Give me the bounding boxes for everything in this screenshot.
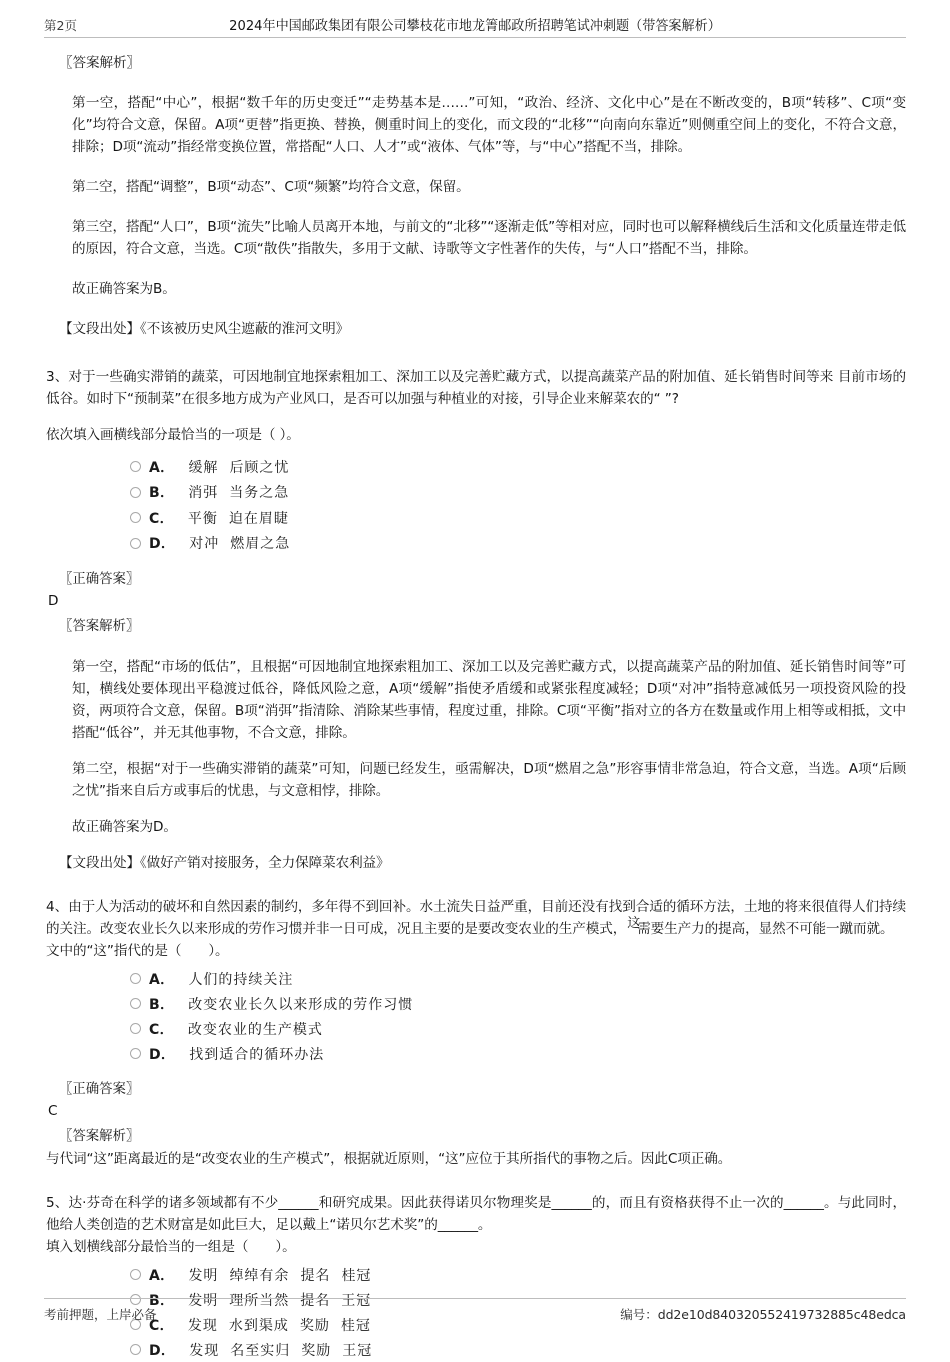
- option-row[interactable]: [130, 505, 906, 531]
- option-letter: C．: [149, 1317, 174, 1334]
- radio-button-icon[interactable]: [130, 461, 141, 472]
- question-4-options: [46, 966, 906, 1066]
- footer-code-value: dd2e10d840320552419732885c48edca: [657, 1307, 906, 1322]
- radio-button-icon[interactable]: [130, 538, 141, 549]
- q2-analysis-conclusion: 故正确答案为B。: [72, 281, 176, 298]
- option-text: 发现 名至实归 奖励 王冠: [189, 1342, 373, 1359]
- option-letter: A．: [149, 459, 175, 476]
- question-5-prompt: 填入划横线部分最恰当的一组是（ ）。: [46, 1239, 296, 1256]
- q3-analysis-label: 〖答案解析〗: [59, 619, 140, 635]
- q4-correct-answer-label: 〖正确答案〗: [59, 1082, 140, 1098]
- q2-analysis-para-3: 第三空，搭配“人口”，B项“流失”比喻人员离开本地，与前文的“北移”“逐渐走低”等相对应，同时也可以解释横线后生活和文化质量连带走低的原因，符合文意，当选。C项“散佚”指散失，多用于文献、诗歌等文字性著作的失传，与“人口”搭配不当，排除。: [72, 219, 906, 258]
- radio-button-icon[interactable]: [130, 1023, 141, 1034]
- question-4-stem-part2: 需要生产力的提高，显然不可能一蹴而就。: [637, 921, 894, 938]
- option-letter: A．: [149, 971, 175, 988]
- option-text: 对冲 燃眉之急: [189, 536, 291, 553]
- q3-source-text: 《做好产销对接服务，全力保障菜农利益》: [139, 855, 390, 872]
- option-letter: B．: [149, 996, 175, 1013]
- radio-button-icon[interactable]: [130, 998, 141, 1009]
- question-4-stem: [46, 896, 906, 940]
- option-letter: D．: [149, 1342, 176, 1359]
- q3-analysis-para-2: 第二空，根据“对于一些确实滞销的蔬菜”可知，问题已经发生，亟需解决，D项“燃眉之急”形容事情非常急迫，符合文意，当选。A项“后顾之忧”指来自后方或事后的忧患，与文意相悖，排除。: [72, 761, 906, 800]
- question-4-floating-glyph: 这: [627, 916, 641, 932]
- option-letter: B．: [149, 485, 175, 502]
- option-row[interactable]: [130, 1041, 906, 1066]
- option-row[interactable]: [130, 1016, 906, 1041]
- option-text: 找到适合的循环办法: [189, 1046, 325, 1063]
- option-letter: B．: [149, 1292, 175, 1309]
- radio-button-icon[interactable]: [130, 1269, 141, 1280]
- option-text: 人们的持续关注: [188, 971, 294, 988]
- q4-analysis-label: 〖答案解析〗: [59, 1129, 140, 1145]
- q3-correct-answer-label: 〖正确答案〗: [59, 572, 140, 588]
- q2-source: [46, 318, 906, 340]
- option-row[interactable]: [130, 1337, 906, 1362]
- option-row[interactable]: [130, 454, 906, 480]
- footer-slogan: 考前押题，上岸必备: [44, 1307, 157, 1322]
- option-letter: C．: [149, 1021, 174, 1038]
- question-4-stem-part1: 4、由于人为活动的破坏和自然因素的制约，多年得不到回补。水土流失日益严重，目前还没有找到合适的循环方法，土地的将来很值得人们持续的关注。改变农业长久以来形成的劳作习惯并非一日可成，况且主要的是要改变农业的生产模式，: [46, 899, 906, 938]
- question-5-stem: 5、达·芬奇在科学的诸多领域都有不少______和研究成果。因此获得诺贝尔物理奖是______的，而且有资格获得不止一次的______。与此同时，他给人类创造的艺术财富是如此巨大，足以戴上“诺贝尔艺术奖”的______。: [46, 1195, 906, 1234]
- q3-source: [46, 852, 906, 874]
- option-row[interactable]: [130, 480, 906, 506]
- footer-code: [620, 1305, 906, 1323]
- q2-analysis-para-2: 第二空，搭配“调整”，B项“动态”、C项“频繁”均符合文意，保留。: [72, 179, 470, 196]
- option-row[interactable]: [130, 531, 906, 557]
- q2-source-label: 【文段出处】: [59, 321, 140, 338]
- page-number: 第2页: [44, 18, 77, 33]
- q3-analysis-conclusion: 故正确答案为D。: [72, 819, 177, 836]
- page-footer: [44, 1298, 906, 1323]
- question-3-prompt: 依次填入画横线部分最恰当的一项是（ ）。: [46, 427, 300, 444]
- radio-button-icon[interactable]: [130, 1048, 141, 1059]
- option-text: 改变农业长久以来形成的劳作习惯: [188, 996, 414, 1013]
- q3-source-label: 【文段出处】: [59, 855, 140, 872]
- option-letter: C．: [149, 510, 174, 527]
- question-3-options: [46, 454, 906, 556]
- option-text: 改变农业的生产模式: [187, 1021, 323, 1038]
- option-text: 消弭 当务之急: [188, 485, 290, 502]
- option-text: 发明 绰绰有余 提名 桂冠: [188, 1267, 372, 1284]
- option-text: 缓解 后顾之忧: [188, 459, 290, 476]
- option-text: 发明 理所当然 提名 王冠: [188, 1292, 372, 1309]
- q2-analysis-label: 〖答案解析〗: [59, 55, 140, 71]
- option-letter: D．: [149, 1046, 176, 1063]
- q2-analysis-para-1: 第一空，搭配“中心”，根据“数千年的历史变迁”“走势基本是……”可知，“政治、经济、文化中心”是在不断改变的，B项“转移”、C项“变化”均符合文意，保留。A项“更替”指更换、替换，侧重时间上的变化，而文段的“北移”“向南向东靠近”则侧重空间上的变化，不符合文意，排除；D项“流动”指经常变换位置，常搭配“人口、人才”或“液体、气体”等，与“中心”搭配不当，排除。: [72, 95, 906, 156]
- q3-correct-answer-value: D: [48, 592, 59, 609]
- option-row[interactable]: [130, 966, 906, 991]
- q4-correct-answer-value: C: [48, 1103, 58, 1120]
- option-letter: D．: [149, 536, 176, 553]
- option-row[interactable]: [130, 991, 906, 1016]
- radio-button-icon[interactable]: [130, 1344, 141, 1355]
- q3-analysis-para-1: 第一空，搭配“市场的低估”，且根据“可因地制宜地探索粗加工、深加工以及完善贮藏方式，以提高蔬菜产品的附加值、延长销售时间等”可知，横线处要体现出平稳渡过低谷，降低风险之意，A项“缓解”指使矛盾缓和或紧张程度减轻；D项“对冲”指特意减低另一项投资风险的投资，两项符合文意，保留。B项“消弭”指清除、消除某些事情，程度过重，排除。C项“平衡”指对立的各方在数量或作用上相等或相抵，文中搭配“低谷”，并无其他事物，不合文意，排除。: [72, 659, 906, 742]
- question-3-stem: 3、对于一些确实滞销的蔬菜，可因地制宜地探索粗加工、深加工以及完善贮藏方式，以提高蔬菜产品的附加值、延长销售时间等来 目前市场的低谷。如时下“预制菜”在很多地方成为产业风口，是否可以加强与种植业的对接，引导企业来解菜农的“ ”?: [46, 369, 906, 408]
- q2-source-text: 《不该被历史风尘遮蔽的淮河文明》: [139, 321, 350, 338]
- footer-code-label: 编号：: [620, 1307, 658, 1322]
- option-letter: A．: [149, 1267, 175, 1284]
- document-title: 2024年中国邮政集团有限公司攀枝花市地龙箐邮政所招聘笔试冲刺题（带答案解析）: [229, 18, 721, 34]
- q4-analysis-text: 与代词“这”距离最近的是“改变农业的生产模式”，根据就近原则，“这”应位于其所指代的事物之后。因此C项正确。: [46, 1151, 732, 1168]
- radio-button-icon[interactable]: [130, 973, 141, 984]
- page-header: [44, 0, 906, 38]
- radio-button-icon[interactable]: [130, 512, 141, 523]
- option-text: 平衡 迫在眉睫: [187, 510, 289, 527]
- radio-button-icon[interactable]: [130, 487, 141, 498]
- page-content: [44, 38, 906, 1362]
- option-row[interactable]: [130, 1262, 906, 1287]
- option-text: 发现 水到渠成 奖励 桂冠: [187, 1317, 371, 1334]
- question-4-prompt: 文中的“这”指代的是（ ）。: [46, 943, 229, 960]
